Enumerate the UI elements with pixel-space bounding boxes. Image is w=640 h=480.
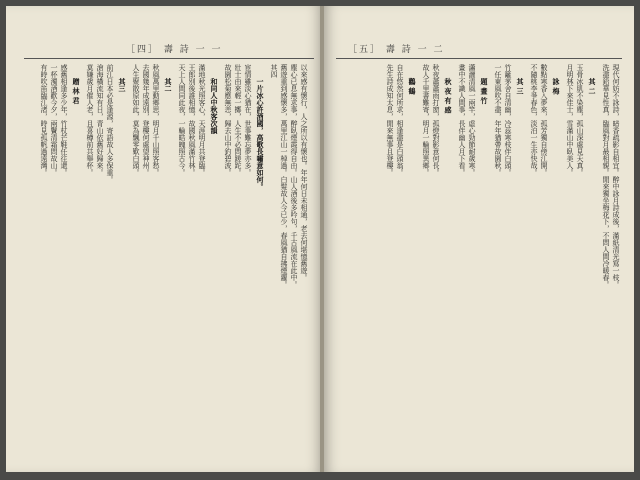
right-page-text (338, 64, 620, 442)
left-page-column: 以來感有懷行，人之所以有懷也。年年何日未相通，老去何堪憶舊遊。 (300, 64, 308, 281)
left-page-column: 宦情雖淡心猶在，世事難忘夢亦多。 (244, 64, 252, 176)
right-page-column: 玉骨冰肌不染塵，孤山深處見天真。 (576, 64, 584, 176)
left-page-column: 人生聚散原如此，莫為飄零歎白頭。 (132, 64, 140, 176)
right-page-column: 秋 夜 有 感 (444, 78, 453, 114)
left-page-column: 一杯濁酒歡今夕，兩鬢清霜問故山。 (50, 64, 58, 176)
left-page (6, 6, 322, 472)
right-header-rule (336, 58, 622, 59)
left-page-column: 感舊相逢多少年，竹杖芒鞋任往還。 (60, 64, 68, 176)
left-page-column: 王郎別後誰相憶，故國秋風滿竹林。 (188, 64, 196, 176)
right-page-column: 鸛 鶴 (408, 78, 417, 95)
right-page-column: 故人千里書難寄，明月一輪照異鄉。 (422, 64, 430, 176)
right-page-column: 瀟灑清風一兩竿，虛心勁節耐歲寒。 (468, 64, 476, 176)
right-page-column: 其 三 (516, 78, 525, 95)
left-page-column: 舊遊重到感懷多，萬里江山一棹過。白髮故人今已少，春風猶自拂煙蘿。 (280, 64, 288, 288)
left-page-column: 和同人中秋客次韻 (210, 78, 219, 134)
left-page-column: 其四 (270, 64, 278, 78)
right-page-column: 先生詩成知太息，閒來無事且登樓。 (386, 64, 394, 176)
left-page-column: 贈 林 君 (72, 78, 81, 104)
right-page-header: ［五］ 壽 詩 一 二 (348, 45, 445, 55)
left-page-column: 滿地秋光照客心，天涯明月共登臨。 (198, 64, 206, 176)
right-page-column: 詠 梅 (552, 78, 561, 95)
right-page-column: 題 畫 竹 (480, 78, 489, 104)
left-page-column: 滄海橫流知有日，青山依舊好歸來。 (96, 64, 104, 176)
left-page-column: 天上人間同此夜，一輪皓魄照古今。 (178, 64, 186, 176)
right-page-column: 自在悠然何所求，相逢盡是白頭翁。 (396, 64, 404, 176)
book-spread (6, 6, 634, 472)
left-page-column: 塵心已息無求事，醉臥煙霞得自由。山人酒後多吟句，千古風流在此中。 (290, 64, 298, 288)
left-header-rule (24, 58, 314, 59)
right-page-column: 數點寒香入夢來，孤芳獨自傍江開。 (540, 64, 548, 176)
right-page-column: 秋夜蕭蕭雨打窗，孤燈對影意何長。 (432, 64, 440, 176)
right-page-column: 畫中不識人間事，長伴幽人月下看。 (458, 64, 466, 176)
right-page-column: 洗盡鉛華見性真，臨風對月最相親。閒來獨坐梅花下，不問人間冷暖春。 (602, 64, 610, 288)
left-page-column: 其二 (164, 78, 173, 92)
left-page-column: 故園松菊應無恙，歸去山中釣碧波。 (224, 64, 232, 176)
left-page-column: 秋風萬里動鄉思，明月千山照客愁。 (152, 64, 160, 176)
left-page-text (24, 64, 308, 442)
left-page-column: 有時吹笛臨江渚，時見孤帆過遠灣。 (40, 64, 48, 176)
left-page-column: 去國幾年成遠別，登樓何處望神州。 (142, 64, 150, 176)
right-page-column: 不隨桃李爭春色，淡泊一生亦快哉。 (530, 64, 538, 176)
left-page-column: 前江日本必是逢源，寄語故人多保重。 (106, 64, 114, 183)
left-page-column: 莫嫌歲月催人老，且喜樽前共舉杯。 (86, 64, 94, 176)
right-page-column: 其 二 (588, 78, 597, 95)
right-page (324, 6, 634, 472)
left-page-header: ［四］ 壽 詩 一 一 (126, 45, 223, 55)
left-page-column: 其三 (118, 78, 127, 92)
right-page-column: 月明林下來佳士，雪滿山中臥美人。 (566, 64, 574, 176)
right-page-column: 竹籬茅舍自清幽，冷蕊寒枝伴白頭。 (504, 64, 512, 176)
right-page-column: 一任東風吹不盡，年年猶帶故園秋。 (494, 64, 502, 176)
left-page-column: 壯士由來輕一擲，人生不必問蹉跎。 (234, 64, 242, 176)
left-page-column: 一片冰心許酒國，高歌長嘯意如何。 (256, 78, 265, 190)
right-page-column: 現代何妨不詠詩，暗香疏影自相宜。醉中詠月詩成後，滿紙清光寫一枝。 (612, 64, 620, 288)
